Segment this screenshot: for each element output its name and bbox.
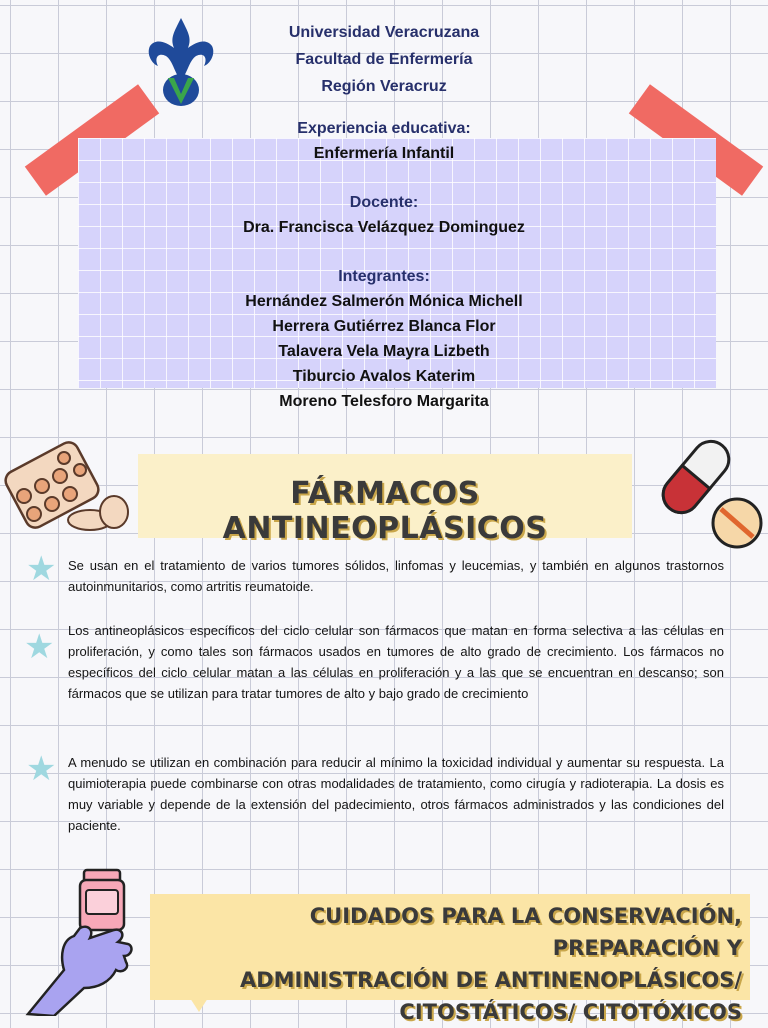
- teacher-label: Docente:: [349, 194, 419, 211]
- member-name: Talavera Vela Mayra Lizbeth: [278, 343, 490, 360]
- paragraph-specificity: Los antineoplásicos específicos del ciclo celular son fármacos que matan en forma selectiva a las células en proliferación, y como tales son fármacos usados en tumores de alto grado de crecimiento. Los fármacos no específicos del ciclo celular matan a las células en proliferación y a las que se encuentran en descanso; son fármacos que se utilizan para tratar tumores de alto y bajo grado de crecimiento: [68, 623, 724, 701]
- bottom-heading-line: ADMINISTRACIÓN DE ANTINENOPLÁSICOS/: [239, 968, 742, 992]
- member-name: Herrera Gutiérrez Blanca Flor: [272, 318, 496, 335]
- member-name: Moreno Telesforo Margarita: [279, 393, 489, 410]
- bottom-heading-line: CITOSTÁTICOS/ CITOTÓXICOS: [399, 1000, 742, 1024]
- member-name: Hernández Salmerón Mónica Michell: [245, 293, 523, 310]
- hand-holding-bottle-icon: [18, 866, 142, 1016]
- course-label: Experiencia educativa:: [297, 120, 471, 137]
- tablet-icon: [708, 496, 766, 550]
- member-name: Tiburcio Avalos Katerim: [292, 368, 476, 385]
- star-icon: ★: [24, 628, 55, 666]
- paragraph-uses: Se usan en el tratamiento de varios tumores sólidos, linfomas y leucemias, y también en algunos trastornos autoinmunitarios, como artritis reumatoide.: [68, 558, 724, 594]
- bottom-heading-line: CUIDADOS PARA LA CONSERVACIÓN, PREPARACIÓN Y: [309, 904, 742, 960]
- region-name: Región Veracruz: [321, 78, 447, 95]
- members-label: Integrantes:: [338, 268, 430, 285]
- university-name: Universidad Veracruzana: [288, 24, 480, 41]
- faculty-name: Facultad de Enfermería: [295, 51, 473, 68]
- paragraph-combination: A menudo se utilizan en combinación para reducir al mínimo la toxicidad individual y aumentar su respuesta. La quimioterapia puede combinarse con otras modalidades de tratamiento, como cirugía y radioterapia. La dosis es muy variable y depende de la extensión del padecimiento, otros fármacos administrados y las condiciones del paciente.: [68, 755, 724, 833]
- page-title: FÁRMACOS ANTINEOPLÁSICOS: [222, 476, 548, 546]
- course-value: Enfermería Infantil: [313, 145, 455, 162]
- star-icon: ★: [26, 750, 57, 788]
- pill-blister-icon: [2, 432, 134, 536]
- teacher-value: Dra. Francisca Velázquez Dominguez: [243, 219, 525, 236]
- star-icon: ★: [26, 550, 57, 588]
- bottom-heading: [150, 900, 742, 1028]
